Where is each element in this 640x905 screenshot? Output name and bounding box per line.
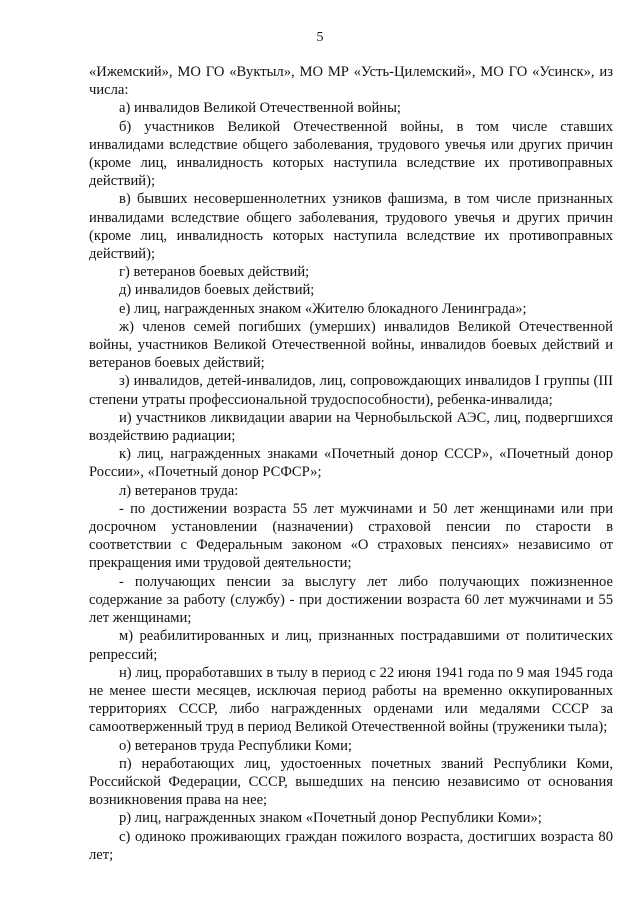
list-item-n: н) лиц, проработавших в тылу в период с 22 июня 1941 года по 9 мая 1945 года не менее шести месяцев, исключая период работы на временно оккупированных территориях СССР, либо награжденных орденами или медалями СССР за самоотверженный труд в период Великой Отечественной войны (труженики тыла); xyxy=(89,664,613,736)
list-item-v: в) бывших несовершеннолетних узников фашизма, в том числе признанных инвалидами вследствие общего заболевания, трудового увечья и других причин (кроме лиц, инвалидность которых наступила вследствие их противоправных действий); xyxy=(89,191,613,263)
list-item-s: с) одиноко проживающих граждан пожилого возраста, достигших возраста 80 лет; xyxy=(89,828,613,863)
list-item-i: и) участников ликвидации аварии на Чернобыльской АЭС, лиц, подвергшихся воздействию радиации; xyxy=(89,409,613,445)
list-item-l-sub-2: - получающих пенсии за выслугу лет либо получающих пожизненное содержание за работу (службу) - при достижении возраста 60 лет мужчинами и 55 лет женщинами; xyxy=(89,573,613,627)
list-item-r: р) лиц, награжденных знаком «Почетный донор Республики Коми»; xyxy=(119,810,542,827)
list-item-b: б) участников Великой Отечественной войны, в том числе ставших инвалидами вследствие общего заболевания, трудового увечья или других причин (кроме лиц, инвалидность которых наступила вследствие их противоправных действий); xyxy=(89,118,613,190)
list-item-g: г) ветеранов боевых действий; xyxy=(119,264,310,281)
paragraph-intro: «Ижемский», МО ГО «Вуктыл», МО МР «Усть-Цилемский», МО ГО «Усинск», из числа: xyxy=(89,64,613,99)
list-item-o: о) ветеранов труда Республики Коми; xyxy=(119,737,352,754)
list-item-m: м) реабилитированных и лиц, признанных пострадавшими от политических репрессий; xyxy=(89,628,613,663)
page-number: 5 xyxy=(316,30,324,45)
list-item-l: л) ветеранов труда: xyxy=(119,482,239,499)
list-item-a: а) инвалидов Великой Отечественной войны; xyxy=(119,100,401,117)
list-item-k: к) лиц, награжденных знаками «Почетный донор СССР», «Почетный донор России», «Почетный донор РСФСР»; xyxy=(89,446,613,481)
list-item-l-sub-1: - по достижении возраста 55 лет мужчинами и 50 лет женщинами или при досрочном установлении (назначении) страховой пенсии по старости в соответствии с Федеральным законом «О страховых пенсиях» независимо от прекращения ими трудовой деятельности; xyxy=(89,500,613,572)
list-item-z: з) инвалидов, детей-инвалидов, лиц, сопровождающих инвалидов I группы (III степени утраты профессиональной трудоспособности), ребенка-инвалида; xyxy=(89,373,613,408)
list-item-e: е) лиц, награжденных знаком «Жителю блокадного Ленинграда»; xyxy=(119,300,527,317)
list-item-zh: ж) членов семей погибших (умерших) инвалидов Великой Отечественной войны, участников Великой Отечественной войны, инвалидов боевых действий и ветеранов боевых действий; xyxy=(89,318,613,372)
list-item-p: п) неработающих лиц, удостоенных почетных званий Республики Коми, Российской Федерации, СССР, вышедших на пенсию независимо от основания возникновения права на нее; xyxy=(89,755,613,809)
document-body xyxy=(89,63,613,864)
list-item-d: д) инвалидов боевых действий; xyxy=(119,282,315,299)
